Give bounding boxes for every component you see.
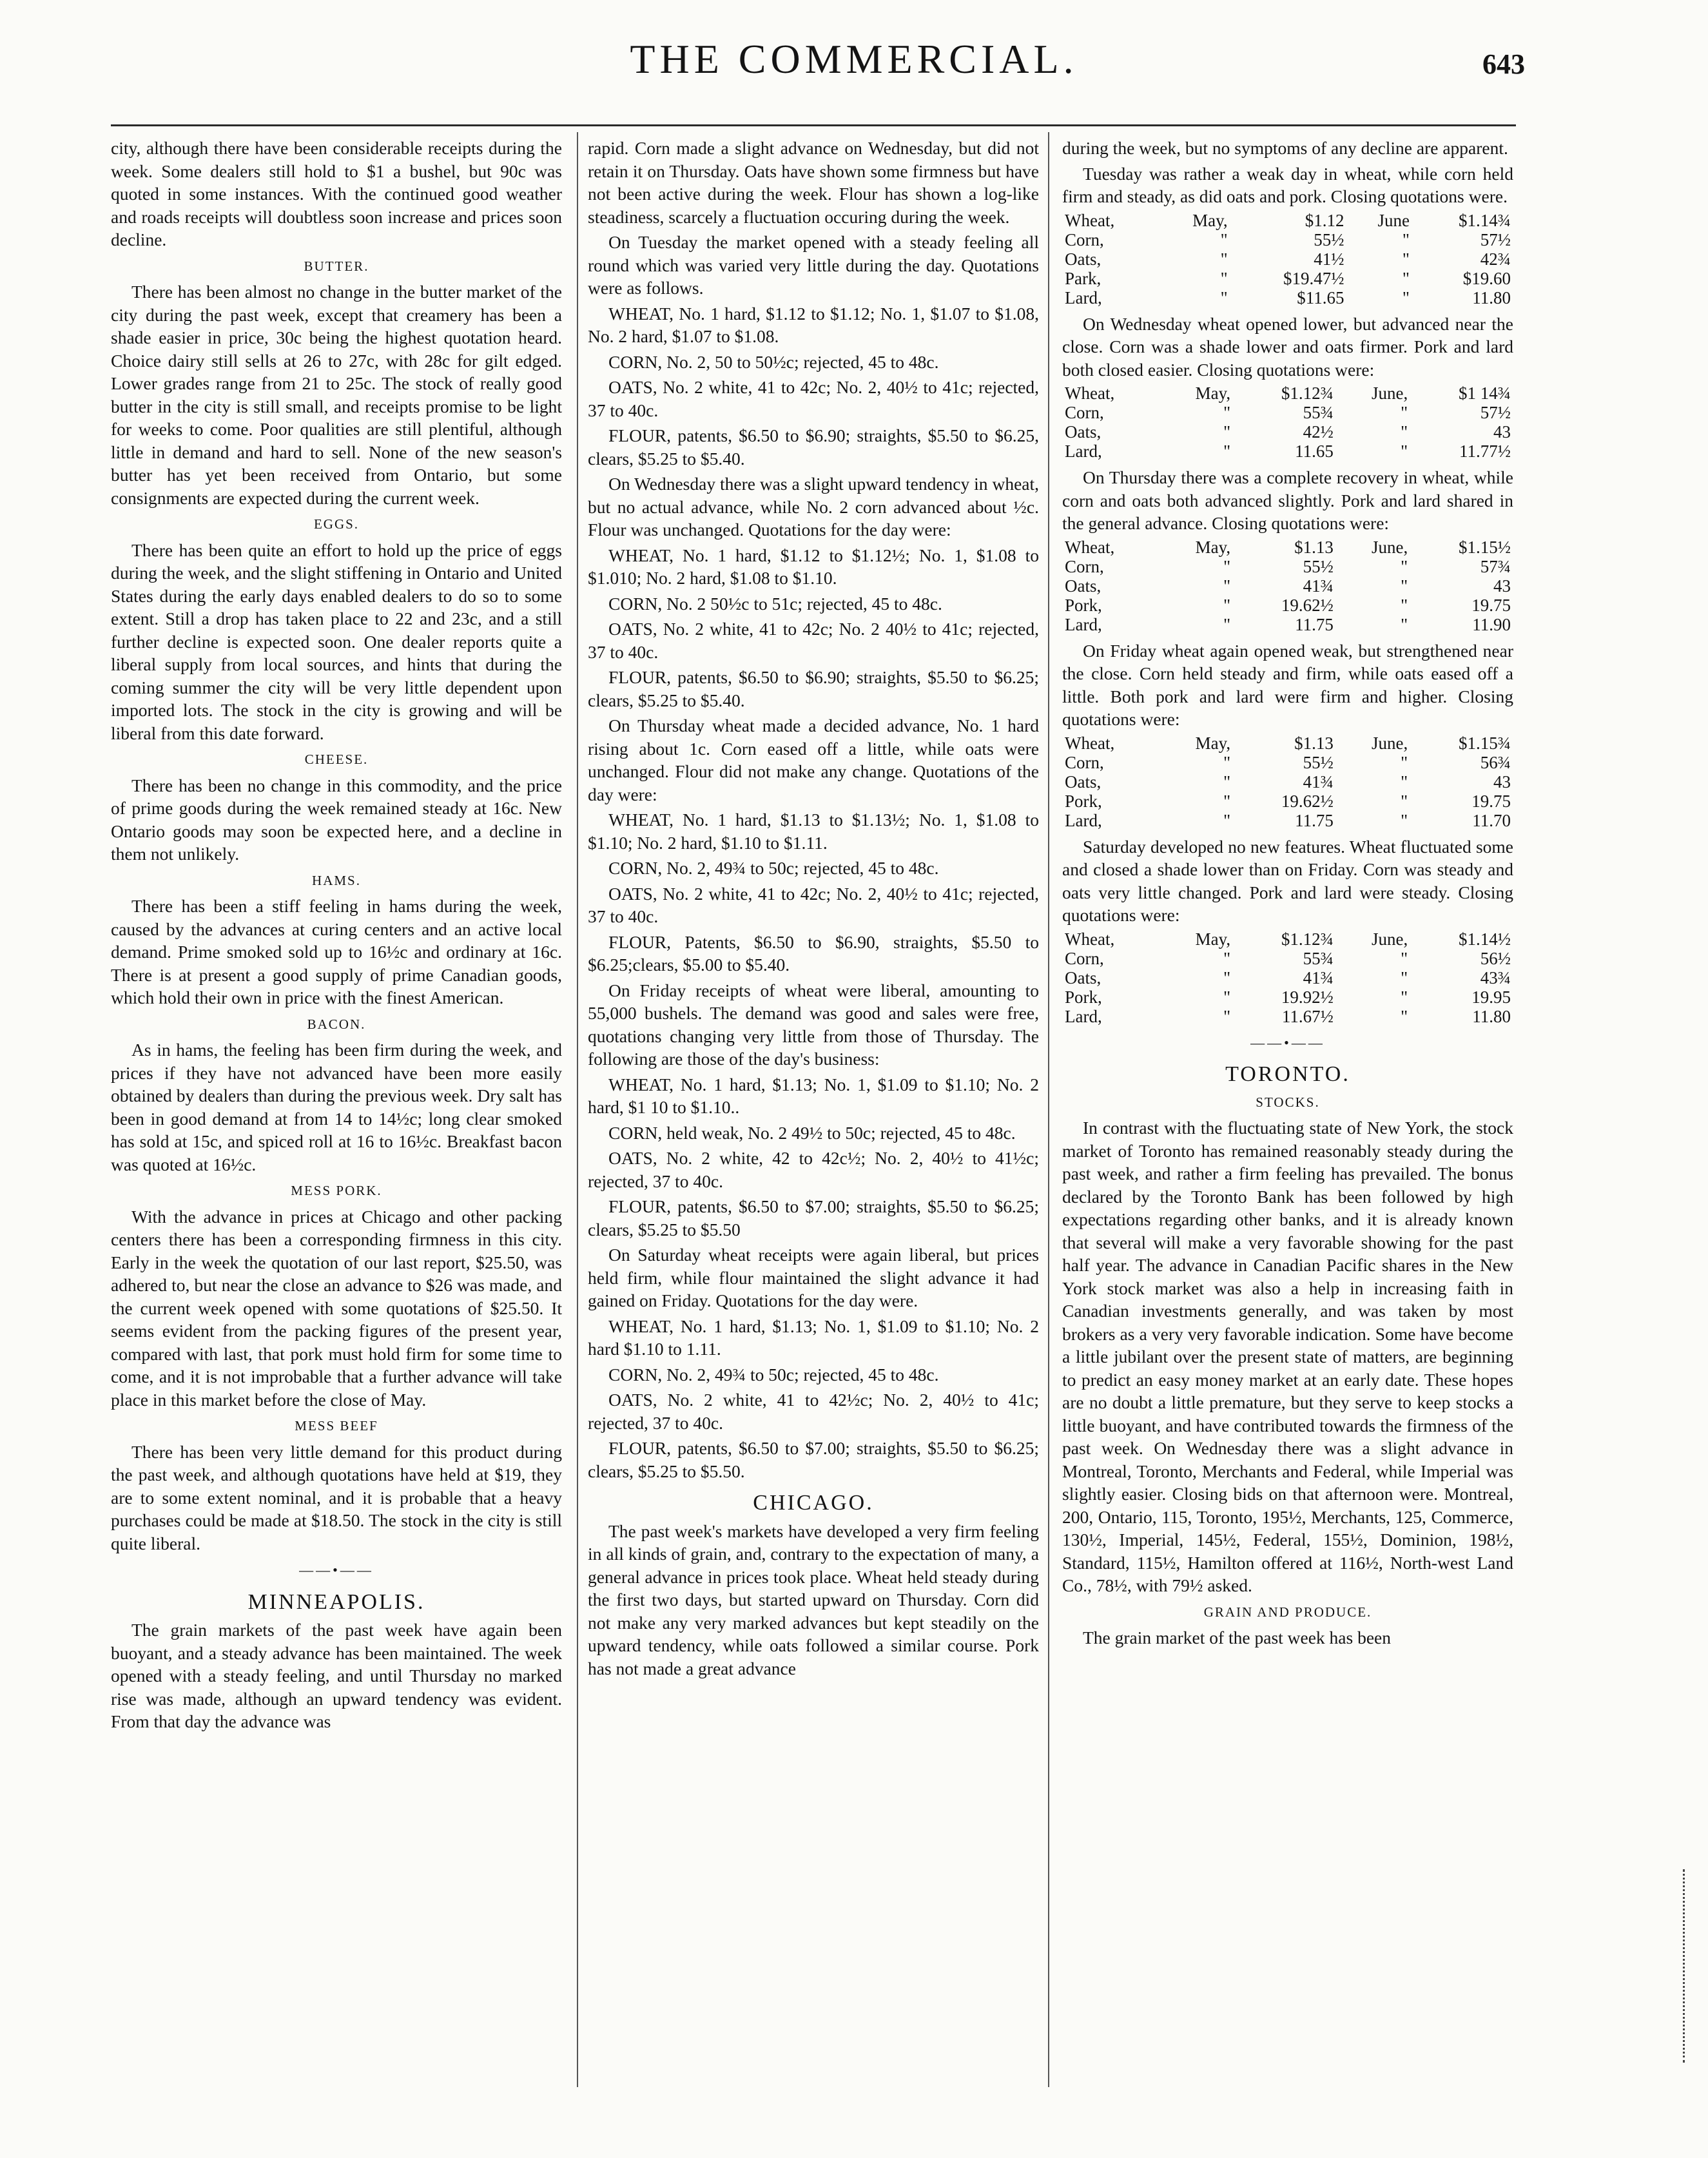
quotation-cell: 55¾: [1303, 948, 1334, 968]
closing-quotations-table: [1062, 211, 1513, 307]
commodity-label: FLOUR,: [608, 1196, 672, 1216]
section-heading: STOCKS.: [1256, 1094, 1320, 1110]
quotation-cell: Corn,: [1065, 229, 1104, 249]
section-heading: GRAIN AND PRODUCE.: [1203, 1604, 1372, 1620]
quotation-row: [1062, 557, 1513, 576]
quotation-text: No. 2 white, 41 to 42½c; No. 2, 40½ to 41c; rejected, 37 to 40c.: [588, 1390, 1039, 1433]
paragraph: In contrast with the fluctuating state of New York, the stock market of Toronto has remained reasonably steady during the past week, and rather a firm feeling has prevailed. The bonus declared by the Toronto Bank has been followed by high expectations regarding other banks, and it is already known that several will make a very favorable showing for the past half year. The advance in Canadian Pacific shares in the New York stock market was also a help in increasing faith in Canadian investments generally, and was taken by most brokers as a very very favorable indication. Some have become a little jubilant over the present state of matters, are beginning to predict an easy money market at an early date. These hopes are no doubt a little premature, but they serve to keep stocks a little buoyant, and have contributed towards the firmness of the past week. On Wednesday there was a slight advance in Montreal, Toronto, Merchants and Federal, while Imperial was slightly easier. Closing bids on that afternoon were. Montreal, 200, Ontario, 115, Toronto, 195½, Merchants, 125, Commerce, 130½, Imperial, 145½, Federal, 155½, Dominion, 198½, Standard, 115½, Hamilton offered at 116½, North-west Land Co., 78½, with 79½ asked.: [1062, 1118, 1513, 1595]
quotation-cell: Lard,: [1065, 1006, 1102, 1026]
city-heading: CHICAGO.: [753, 1491, 874, 1515]
quotation-cell: ": [1401, 422, 1408, 442]
quotation-text: No. 1 hard, $1.13; No. 1, $1.09 to $1.10; No. 2 hard, $1 10 to $1.10..: [588, 1074, 1039, 1117]
quotation-row: [1062, 422, 1513, 442]
quotation-row: [1062, 811, 1513, 830]
quotation-text: Patents, $6.50 to $6.90, straights, $5.50 to $6.25;clears, $5.00 to $5.40.: [588, 931, 1039, 975]
quotation-row: [1062, 596, 1513, 615]
quotation-text: No. 2, 50 to 50½c; rejected, 45 to 48c.: [666, 351, 939, 372]
quotation-cell: June,: [1371, 929, 1408, 949]
section-heading: BACON.: [307, 1016, 366, 1032]
quotation-cell: 43: [1493, 422, 1511, 442]
quotation-cell: 11.75: [1295, 810, 1334, 830]
quotation-line: [588, 376, 1039, 422]
paragraph: On Friday receipts of wheat were liberal, amounting to 55,000 bushels. The demand was good and sales were free, quotations changing very little from those of Thursday. The following are those of the day's business:: [588, 980, 1039, 1069]
commodity-label: OATS,: [608, 619, 657, 639]
quotation-cell: 42½: [1303, 422, 1334, 442]
quotation-row: [1062, 538, 1513, 557]
quotation-cell: Oats,: [1065, 576, 1101, 596]
quotation-cell: 55½: [1314, 229, 1344, 249]
quotation-cell: ": [1220, 229, 1228, 249]
column-divider: [1048, 132, 1049, 2087]
quotation-cell: 57½: [1480, 229, 1511, 249]
quotation-text: patents, $6.50 to $7.00; straights, $5.50 to $6.25; clears, $5.25 to $5.50.: [588, 1438, 1039, 1481]
quotation-cell: May,: [1195, 384, 1231, 403]
quotation-row: [1062, 615, 1513, 634]
paragraph: There has been almost no change in the butter market of the city during the past week, except that creamery has been a shade easier in price, 30c being the highest quotation heard. Choice dairy still sells at 26 to 27c, with 28c for gilt edged. Lower grades range from 21 to 25c. The stock of really good butter in the city is still small, and receipts promise to be light for weeks to come. Poor qualities are still plentiful, although little in demand and hard to sell. None of the new season's butter has yet been received from Ontario, but some consignments are expected during the current week.: [111, 282, 562, 508]
quotation-cell: Park,: [1065, 268, 1101, 288]
paragraph: The past week's markets have developed a very firm feeling in all kinds of grain, and, contrary to the expectation of many, a general advance in prices took place. Wheat held steady during the first two days, but started upward on Thursday. Corn did not make any very marked advances but kept steadily on the upward tendency, while oats followed a similar course. Pork has not made a great advance: [588, 1521, 1039, 1678]
commodity-label: WHEAT,: [608, 545, 674, 565]
quotation-cell: $1.12¾: [1281, 384, 1334, 403]
quotation-cell: ": [1223, 556, 1231, 576]
quotation-text: No. 2 white, 41 to 42c; No. 2, 40½ to 41c; rejected, 37 to 40c.: [588, 377, 1039, 420]
quotation-cell: $1.14½: [1459, 929, 1511, 949]
city-heading: MINNEAPOLIS.: [247, 1589, 425, 1614]
quotation-cell: ": [1401, 442, 1408, 461]
quotation-cell: 19.92½: [1281, 987, 1334, 1007]
quotation-cell: $1 14¾: [1459, 384, 1511, 403]
quotation-line: [588, 1122, 1039, 1145]
quotation-text: patents, $6.50 to $6.90; straights, $5.50 to $6.25, clears, $5.25 to $5.40.: [588, 425, 1039, 469]
quotation-cell: ": [1223, 614, 1231, 634]
commodity-label: OATS,: [608, 377, 657, 397]
margin-mark: [1683, 1869, 1689, 2063]
column-3: [1062, 137, 1513, 2103]
paragraph: As in hams, the feeling has been firm during the week, and prices if they have not advanced have been more easily obtained by dealers than during the previous week. Dry salt has been in good demand at from 14 to 14½c; long clear smoked has sold at 15c, and spiced roll at 16 to 16½c. Breakfast bacon was quoted at 16½c.: [111, 1040, 562, 1174]
quotation-cell: $19.60: [1462, 268, 1511, 288]
quotation-cell: May,: [1192, 210, 1228, 230]
quotation-cell: 43: [1493, 772, 1511, 792]
paragraph: Saturday developed no new features. Wheat fluctuated some and closed a shade lower than on Friday. Corn was steady and oats very little changed. Pork and lard were steady. Closing quotations were:: [1062, 836, 1513, 925]
quotation-cell: ": [1223, 987, 1231, 1007]
page-header: [0, 36, 1708, 103]
quotation-cell: ": [1402, 287, 1410, 307]
quotation-cell: $1.13: [1294, 733, 1334, 753]
paragraph: during the week, but no symptoms of any decline are apparent.: [1062, 138, 1508, 158]
quotation-cell: ": [1401, 595, 1408, 615]
quotation-cell: Wheat,: [1065, 210, 1115, 230]
quotation-cell: ": [1223, 772, 1231, 792]
quotation-cell: Lard,: [1065, 287, 1102, 307]
quotation-line: [588, 424, 1039, 470]
quotation-cell: 11.70: [1472, 810, 1511, 830]
quotation-cell: ": [1223, 442, 1231, 461]
quotation-cell: Wheat,: [1065, 384, 1115, 403]
quotation-row: [1062, 230, 1513, 249]
commodity-label: FLOUR,: [608, 931, 672, 952]
paragraph: Tuesday was rather a weak day in wheat, while corn held firm and steady, as did oats and pork. Closing quotations were.: [1062, 163, 1513, 206]
quotation-cell: ": [1401, 810, 1408, 830]
quotation-cell: 56½: [1480, 948, 1511, 968]
quotation-cell: 11.75: [1295, 614, 1334, 634]
quotation-cell: ": [1402, 268, 1410, 288]
quotation-cell: ": [1220, 268, 1228, 288]
closing-quotations-table: [1062, 734, 1513, 830]
quotation-cell: $1.13: [1294, 537, 1334, 557]
quotation-cell: Wheat,: [1065, 537, 1115, 557]
commodity-label: OATS,: [608, 883, 657, 904]
quotation-cell: 19.62½: [1281, 595, 1334, 615]
quotation-cell: 11.80: [1472, 1006, 1511, 1026]
paragraph: There has been very little demand for this product during the past week, and although quotations have held at $19, they are to some extent nominal, and it is probable that a heavy purchases could be made at $18.50. The stock in the city is still quite liberal.: [111, 1441, 562, 1553]
quotation-cell: ": [1401, 556, 1408, 576]
quotation-text: No. 1 hard, $1.12 to $1.12½; No. 1, $1.08 to $1.010; No. 2 hard, $1.08 to $1.10.: [588, 545, 1039, 588]
commodity-label: OATS,: [608, 1390, 657, 1410]
quotation-line: [588, 544, 1039, 590]
quotation-cell: Pork,: [1065, 595, 1102, 615]
quotation-cell: 55½: [1303, 752, 1334, 772]
quotation-row: [1062, 269, 1513, 288]
quotation-text: No. 1 hard, $1.12 to $1.12; No. 1, $1.07 to $1.08, No. 2 hard, $1.07 to $1.08.: [588, 303, 1039, 346]
paragraph: On Thursday there was a complete recovery in wheat, while corn and oats both advanced slightly. Pork and lard shared in the general advance. Closing quotations were:: [1062, 467, 1513, 533]
closing-quotations-table: [1062, 929, 1513, 1026]
quotation-cell: ": [1223, 576, 1231, 596]
quotation-line: [588, 808, 1039, 854]
quotation-cell: Corn,: [1065, 948, 1104, 968]
quotation-cell: ": [1401, 987, 1408, 1007]
quotation-line: [588, 1363, 1039, 1386]
quotation-cell: 41¾: [1303, 772, 1334, 792]
quotation-cell: Corn,: [1065, 752, 1104, 772]
quotation-cell: 43: [1493, 576, 1511, 596]
paragraph: city, although there have been considerable receipts during the week. Some dealers still hold to $1 a bushel, but 90c was quoted in some instances. With the continued good weather and roads receipts will doubtless soon increase and prices soon decline.: [111, 138, 562, 249]
quotation-row: [1062, 772, 1513, 792]
quotation-cell: May,: [1195, 733, 1231, 753]
quotation-cell: ": [1402, 229, 1410, 249]
quotation-cell: $1.15¾: [1459, 733, 1511, 753]
quotation-line: [588, 857, 1039, 880]
quotation-text: No. 2 white, 42 to 42c½; No. 2, 40½ to 41½c; rejected, 37 to 40c.: [588, 1148, 1039, 1191]
quotation-cell: Oats,: [1065, 772, 1101, 792]
quotation-cell: 11.80: [1472, 287, 1511, 307]
quotation-text: No. 2, 49¾ to 50c; rejected, 45 to 48c.: [666, 858, 939, 878]
quotation-cell: ": [1223, 595, 1231, 615]
quotation-cell: ": [1223, 810, 1231, 830]
column-1: [111, 137, 562, 2103]
quotation-cell: ": [1401, 752, 1408, 772]
quotation-cell: May,: [1195, 929, 1231, 949]
quotation-cell: ": [1402, 249, 1410, 269]
paragraph: There has been quite an effort to hold up the price of eggs during the week, and the slight stiffening in Ontario and United States during the early days enabled dealers to do so to some extent. Still a drop has taken place to 22 and 23c, and a still further decline is expected soon. One dealer reports quite a liberal supply from local sources, and hints that during the coming summer the city will be very little dependent upon imported lots. The stock in the city is growing and will be liberal from this date forward.: [111, 540, 562, 743]
quotation-cell: 56¾: [1480, 752, 1511, 772]
quotation-row: [1062, 1007, 1513, 1026]
quotation-cell: $1.15½: [1459, 537, 1511, 557]
quotation-cell: 11.90: [1472, 614, 1511, 634]
quotation-text: No. 2, 49¾ to 50c; rejected, 45 to 48c.: [666, 1364, 939, 1385]
page-number: 643: [1482, 48, 1525, 80]
quotation-cell: Oats,: [1065, 967, 1101, 987]
commodity-label: CORN,: [608, 858, 663, 878]
quotation-cell: 43¾: [1480, 967, 1511, 987]
quotation-row: [1062, 288, 1513, 307]
quotation-cell: 11.65: [1295, 442, 1334, 461]
paragraph: rapid. Corn made a slight advance on Wednesday, but did not retain it on Thursday. Oats have shown some firmness but have not been active during the week. Flour has shown a log-like steadiness, scarcely a fluctuation occuring during the week.: [588, 138, 1039, 227]
quotation-text: No. 1 hard, $1.13 to $1.13½; No. 1, $1.08 to $1.10; No. 2 hard, $1.10 to $1.11.: [588, 810, 1039, 853]
commodity-label: CORN,: [608, 593, 663, 614]
quotation-text: No. 2 white, 41 to 42c; No. 2 40½ to 41c; rejected, 37 to 40c.: [588, 619, 1039, 662]
commodity-label: WHEAT,: [608, 1316, 674, 1336]
quotation-row: [1062, 442, 1513, 461]
quotation-cell: Corn,: [1065, 556, 1104, 576]
quotation-line: [588, 302, 1039, 348]
section-divider: ——•——: [299, 1562, 374, 1578]
quotation-cell: ": [1223, 1006, 1231, 1026]
commodity-label: CORN,: [608, 351, 663, 372]
quotation-cell: ": [1401, 403, 1408, 422]
quotation-cell: 55¾: [1303, 403, 1334, 422]
quotation-cell: June,: [1371, 537, 1408, 557]
quotation-list: [588, 1073, 1039, 1241]
quotation-text: No. 2 white, 41 to 42c; No. 2, 40½ to 41c; rejected, 37 to 40c.: [588, 883, 1039, 926]
section-heading: EGGS.: [313, 516, 360, 532]
quotation-cell: $1.14¾: [1459, 210, 1511, 230]
quotation-line: [588, 882, 1039, 928]
quotation-cell: ": [1223, 967, 1231, 987]
quotation-cell: ": [1220, 287, 1228, 307]
commodity-label: WHEAT,: [608, 810, 674, 830]
quotation-row: [1062, 734, 1513, 753]
quotation-cell: Wheat,: [1065, 929, 1115, 949]
quotation-row: [1062, 403, 1513, 422]
paragraph: On Saturday wheat receipts were again liberal, but prices held firm, while flour maintained the slight advance it had gained on Friday. Quotations for the day were.: [588, 1245, 1039, 1310]
quotation-cell: 57¾: [1480, 556, 1511, 576]
quotation-cell: Wheat,: [1065, 733, 1115, 753]
quotation-row: [1062, 987, 1513, 1007]
quotation-cell: 11.67½: [1281, 1006, 1334, 1026]
quotation-list: [588, 302, 1039, 471]
quotation-text: patents, $6.50 to $6.90; straights, $5.50 to $6.25; clears, $5.25 to $5.40.: [588, 667, 1039, 710]
quotation-cell: ": [1223, 752, 1231, 772]
quotation-line: [588, 1388, 1039, 1434]
quotation-cell: ": [1401, 576, 1408, 596]
paragraph: With the advance in prices at Chicago and other packing centers there has been a corresponding firmness in this city. Early in the week the quotation of our last report, $25.50, was adhered to, but near the close an advance to $26 was made, and the current week opened with some quotations of $25.50. It seems evident from the packing figures of the present year, compared with last, that pork must hold firm for some time to come, and it is not improbable that a further advance will take place in this market before the close of May.: [111, 1206, 562, 1410]
quotation-text: No. 2 50½c to 51c; rejected, 45 to 48c.: [666, 593, 942, 614]
commodity-label: CORN,: [608, 1122, 663, 1143]
quotation-cell: $11.65: [1297, 287, 1344, 307]
quotation-line: [588, 1195, 1039, 1241]
quotation-list: [588, 808, 1039, 977]
commodity-label: FLOUR,: [608, 1438, 672, 1458]
quotation-row: [1062, 949, 1513, 968]
quotation-row: [1062, 384, 1513, 403]
quotation-cell: $19.47½: [1283, 268, 1344, 288]
quotation-cell: 19.75: [1471, 595, 1511, 615]
quotation-line: [588, 666, 1039, 712]
quotation-cell: $1.12¾: [1281, 929, 1334, 949]
commodity-label: CORN,: [608, 1364, 663, 1385]
closing-quotations-table: [1062, 384, 1513, 461]
quotation-line: [588, 1147, 1039, 1192]
quotation-row: [1062, 211, 1513, 230]
quotation-cell: ": [1401, 791, 1408, 811]
quotation-cell: 19.62½: [1281, 791, 1334, 811]
quotation-text: held weak, No. 2 49½ to 50c; rejected, 45 to 48c.: [666, 1122, 1016, 1143]
quotation-line: [588, 1315, 1039, 1361]
quotation-cell: Corn,: [1065, 403, 1104, 422]
commodity-label: FLOUR,: [608, 425, 672, 445]
section-heading: BUTTER.: [304, 258, 369, 274]
quotation-cell: $1.12: [1305, 210, 1344, 230]
quotation-text: patents, $6.50 to $7.00; straights, $5.50 to $6.25; clears, $5.25 to $5.50: [588, 1196, 1039, 1239]
section-heading: CHEESE.: [304, 752, 369, 767]
quotation-line: [588, 617, 1039, 663]
quotation-cell: 19.95: [1471, 987, 1511, 1007]
paragraph: The grain market of the past week has been: [1083, 1628, 1392, 1648]
quotation-list: [588, 1315, 1039, 1483]
quotation-row: [1062, 792, 1513, 811]
quotation-cell: Pork,: [1065, 987, 1102, 1007]
quotation-cell: Lard,: [1065, 810, 1102, 830]
header-rule: [111, 124, 1516, 126]
quotation-cell: 57½: [1480, 403, 1511, 422]
quotation-cell: ": [1401, 1006, 1408, 1026]
quotation-row: [1062, 753, 1513, 772]
quotation-cell: ": [1401, 772, 1408, 792]
commodity-label: FLOUR,: [608, 667, 672, 687]
paragraph: The grain markets of the past week have again been buoyant, and a steady advance has been maintained. The week opened with a steady feeling, and until Thursday no marked rise was made, although an upward tendency was evident. From that day the advance was: [111, 1620, 562, 1731]
quotation-row: [1062, 968, 1513, 987]
masthead-title: THE COMMERCIAL.: [630, 36, 1078, 82]
paragraph: On Tuesday the market opened with a steady feeling all round which was varied very little during the day. Quotations were as follows.: [588, 232, 1039, 298]
paragraph: On Wednesday wheat opened lower, but advanced near the close. Corn was a shade lower and oats firmer. Pork and lard both closed easier. Closing quotations were:: [1062, 313, 1513, 380]
section-divider: ——•——: [1250, 1034, 1325, 1051]
quotation-cell: 55½: [1303, 556, 1334, 576]
section-heading: MESS PORK.: [291, 1183, 382, 1198]
quotation-cell: Lard,: [1065, 614, 1102, 634]
column-2: [588, 137, 1039, 2103]
quotation-cell: 19.75: [1471, 791, 1511, 811]
quotation-list: [588, 544, 1039, 712]
quotation-cell: Lard,: [1065, 442, 1102, 461]
quotation-line: [588, 1073, 1039, 1119]
quotation-cell: ": [1223, 403, 1231, 422]
quotation-cell: ": [1223, 422, 1231, 442]
quotation-cell: Oats,: [1065, 422, 1101, 442]
paragraph: On Friday wheat again opened weak, but strengthened near the close. Corn held steady and firm, while oats eased off a little. Both pork and lard were firm and higher. Closing quotations were:: [1062, 640, 1513, 729]
quotation-cell: 42¾: [1480, 249, 1511, 269]
quotation-cell: ": [1401, 948, 1408, 968]
quotation-cell: June: [1377, 210, 1410, 230]
quotation-row: [1062, 576, 1513, 596]
city-heading: TORONTO.: [1225, 1062, 1350, 1086]
paragraph: There has been a stiff feeling in hams during the week, caused by the advances at curing centers and an active local demand. Prime smoked sold up to 16½c and ordinary at 16c. There is at present a good supply of prime Canadian goods, which hold their own in price with the finest American.: [111, 896, 562, 1007]
section-heading: MESS BEEF: [295, 1418, 378, 1434]
quotation-cell: Pork,: [1065, 791, 1102, 811]
commodity-label: WHEAT,: [608, 1074, 674, 1094]
paragraph: On Wednesday there was a slight upward tendency in wheat, but no actual advance, while No. 2 corn advanced about ½c. Flour was unchanged. Quotations for the day were:: [588, 474, 1039, 540]
paragraph: There has been no change in this commodity, and the price of prime goods during the week remained steady at 16c. New Ontario goods may soon be expected here, and a decline in them not unlikely.: [111, 775, 562, 864]
quotation-cell: ": [1223, 948, 1231, 968]
quotation-cell: ": [1401, 967, 1408, 987]
quotation-cell: 41¾: [1303, 967, 1334, 987]
quotation-cell: May,: [1195, 537, 1231, 557]
quotation-cell: Oats,: [1065, 249, 1101, 269]
quotation-cell: 11.77½: [1459, 442, 1511, 461]
quotation-line: [588, 592, 1039, 616]
quotation-cell: 41¾: [1303, 576, 1334, 596]
section-heading: HAMS.: [312, 872, 361, 888]
quotation-text: No. 1 hard, $1.13; No. 1, $1.09 to $1.10; No. 2 hard $1.10 to 1.11.: [588, 1316, 1039, 1359]
quotation-cell: June,: [1371, 384, 1408, 403]
closing-quotations-table: [1062, 538, 1513, 634]
quotation-cell: June,: [1371, 733, 1408, 753]
commodity-label: WHEAT,: [608, 303, 674, 324]
quotation-row: [1062, 249, 1513, 269]
paragraph: On Thursday wheat made a decided advance, No. 1 hard rising about 1c. Corn eased off a little, while oats were unchanged. Flour did not make any change. Quotations of the day were:: [588, 715, 1039, 804]
quotation-cell: ": [1401, 614, 1408, 634]
quotation-row: [1062, 929, 1513, 949]
column-divider: [577, 132, 578, 2087]
commodity-label: OATS,: [608, 1148, 657, 1168]
quotation-line: [588, 351, 1039, 374]
quotation-cell: ": [1220, 249, 1228, 269]
quotation-line: [588, 931, 1039, 977]
quotation-cell: 41½: [1314, 249, 1344, 269]
quotation-cell: ": [1223, 791, 1231, 811]
quotation-line: [588, 1437, 1039, 1482]
